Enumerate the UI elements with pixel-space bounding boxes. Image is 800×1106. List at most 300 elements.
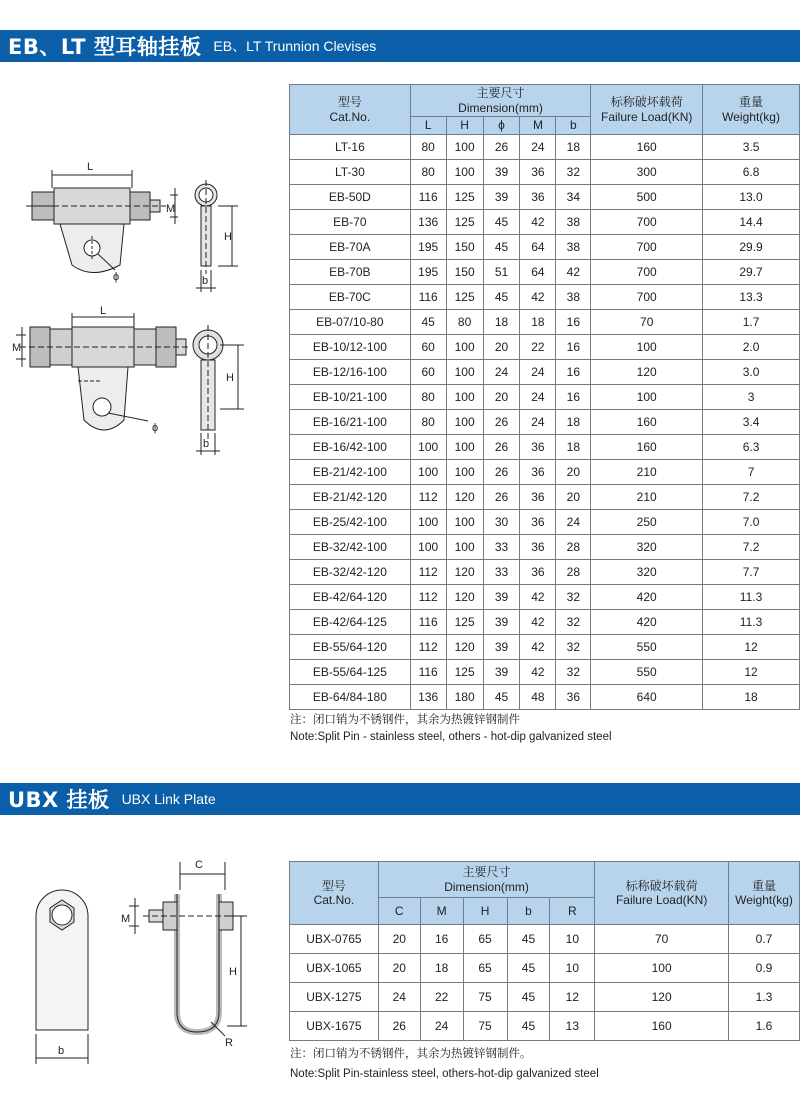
cat-no-cell: UBX-1065: [290, 954, 379, 983]
table-cell: 550: [591, 635, 703, 660]
header-cat-en: Cat.No.: [329, 109, 371, 124]
table-cell: 36: [520, 185, 556, 210]
dim-label-b2: b: [203, 438, 210, 450]
table-cell: 45: [483, 685, 520, 710]
table-row: [290, 635, 800, 660]
table-cell: 32: [556, 160, 591, 185]
cat-no-cell: EB-42/64-125: [290, 610, 411, 635]
table-cell: 39: [483, 610, 520, 635]
table-row: [290, 235, 800, 260]
table-row: [290, 954, 800, 983]
table-cell: 80: [446, 310, 483, 335]
table-cell: 700: [591, 210, 703, 235]
table-cell: 80: [410, 410, 446, 435]
table-cell: 116: [410, 285, 446, 310]
table-cell: 150: [446, 235, 483, 260]
cat-no-cell: EB-32/42-120: [290, 560, 411, 585]
table-cell: 42: [520, 610, 556, 635]
table-cell: 36: [520, 485, 556, 510]
header2-load-cn: 标称破坏载荷: [625, 878, 698, 893]
table-cell: 11.3: [703, 610, 800, 635]
table-cell: 24: [520, 410, 556, 435]
cat-no-cell: UBX-1275: [290, 983, 379, 1012]
table-cell: 20: [556, 460, 591, 485]
table-cell: 100: [446, 435, 483, 460]
header-cat: [290, 85, 411, 135]
link-plate-side-drawing: [115, 850, 250, 1065]
table-cell: 1.3: [728, 983, 799, 1012]
table-cell: 7.7: [703, 560, 800, 585]
dim-label-b3: b: [58, 1045, 65, 1057]
dim-label-C: C: [195, 859, 203, 871]
table-cell: 65: [463, 925, 507, 954]
header2-weight-en: Weight(kg): [735, 893, 793, 907]
table-cell: 45: [507, 954, 550, 983]
table-cell: 210: [591, 460, 703, 485]
header2-weight: [728, 862, 799, 925]
table-cell: 10: [550, 954, 595, 983]
header-dim-phi: ϕ: [483, 117, 520, 135]
table-cell: 16: [556, 360, 591, 385]
table-cell: 120: [446, 585, 483, 610]
table-cell: 26: [483, 460, 520, 485]
section1-banner: [0, 30, 800, 62]
table-cell: 100: [591, 385, 703, 410]
dim-label-M3: M: [121, 913, 131, 925]
table-cell: 125: [446, 210, 483, 235]
table-cell: 36: [520, 535, 556, 560]
table-cell: 32: [556, 610, 591, 635]
table-cell: 33: [483, 535, 520, 560]
table-cell: 180: [446, 685, 483, 710]
table-cell: 13: [550, 1012, 595, 1041]
table-cell: 160: [591, 435, 703, 460]
header-dim-b: b: [556, 117, 591, 135]
table-cell: 125: [446, 285, 483, 310]
table-cell: 120: [446, 560, 483, 585]
table-cell: 45: [507, 925, 550, 954]
table-cell: 16: [420, 925, 463, 954]
header2-weight-cn: 重量: [751, 878, 776, 893]
table-cell: 75: [463, 1012, 507, 1041]
table-cell: 500: [591, 185, 703, 210]
table-cell: 116: [410, 185, 446, 210]
table-cell: 64: [520, 235, 556, 260]
table-cell: 18: [703, 685, 800, 710]
table-cell: 45: [507, 1012, 550, 1041]
table-cell: 42: [520, 635, 556, 660]
table-cell: 100: [410, 510, 446, 535]
table-cell: 24: [483, 360, 520, 385]
table-row: [290, 510, 800, 535]
table-row: [290, 210, 800, 235]
table-cell: 700: [591, 260, 703, 285]
table-cell: 22: [520, 335, 556, 360]
header2-dim-R: R: [550, 898, 595, 925]
dim-label-M: M: [166, 203, 176, 215]
ubx-table-body: [290, 925, 800, 1041]
table-cell: 18: [556, 410, 591, 435]
table-cell: 45: [410, 310, 446, 335]
cat-no-cell: EB-10/12-100: [290, 335, 411, 360]
table-row: [290, 460, 800, 485]
table-row: [290, 535, 800, 560]
header-load-en: Failure Load(KN): [601, 109, 693, 124]
section1-note-en: Note:Split Pin - stainless steel, others - hot-dip galvanized steel: [290, 731, 612, 743]
table-cell: 12: [703, 660, 800, 685]
table-row: [290, 185, 800, 210]
table-cell: 700: [591, 235, 703, 260]
banner-arrow-2: [782, 783, 800, 815]
header2-dim-cn: 主要尺寸: [462, 865, 511, 880]
header2-dim-M: M: [420, 898, 463, 925]
table-cell: 30: [483, 510, 520, 535]
table-cell: 80: [410, 135, 446, 160]
section2-note-en: Note:Split Pin-stainless steel, others-hot-dip galvanized steel: [290, 1068, 599, 1080]
table-row: [290, 983, 800, 1012]
header2-dim-en: Dimension(mm): [444, 879, 529, 894]
table-cell: 32: [556, 660, 591, 685]
cat-no-cell: EB-16/21-100: [290, 410, 411, 435]
table-cell: 112: [410, 485, 446, 510]
table-cell: 7: [703, 460, 800, 485]
cat-no-cell: EB-55/64-125: [290, 660, 411, 685]
table-cell: 6.8: [703, 160, 800, 185]
section2-title-cn: UBX 挂板: [8, 788, 110, 812]
table-row: [290, 310, 800, 335]
section2-title-en: UBX Link Plate: [121, 791, 216, 807]
table-cell: 1.7: [703, 310, 800, 335]
table-cell: 100: [446, 535, 483, 560]
cat-no-cell: EB-25/42-100: [290, 510, 411, 535]
eb-lt-table-body: [290, 135, 800, 710]
table-cell: 3.4: [703, 410, 800, 435]
table-cell: 320: [591, 560, 703, 585]
table-row: [290, 435, 800, 460]
cat-no-cell: EB-21/42-120: [290, 485, 411, 510]
table-cell: 6.3: [703, 435, 800, 460]
table-row: [290, 560, 800, 585]
table-cell: 18: [483, 310, 520, 335]
table-cell: 7.2: [703, 485, 800, 510]
table-cell: 100: [446, 360, 483, 385]
table-cell: 24: [378, 983, 420, 1012]
section1-note: [290, 712, 612, 746]
table-cell: 22: [420, 983, 463, 1012]
cat-no-cell: EB-16/42-100: [290, 435, 411, 460]
table-row: [290, 1012, 800, 1041]
table-row: [290, 660, 800, 685]
clevis-drawing-large: [8, 305, 270, 465]
table-cell: 125: [446, 185, 483, 210]
dim-label-L: L: [87, 161, 94, 173]
table-cell: 18: [556, 435, 591, 460]
section1-note-cn: 注：闭口销为不锈钢件，其余为热镀锌钢制件: [290, 714, 520, 726]
table-cell: 10: [550, 925, 595, 954]
table-cell: 39: [483, 635, 520, 660]
dim-label-phi2: ϕ: [152, 422, 159, 434]
table-cell: 160: [595, 1012, 729, 1041]
table-cell: 100: [446, 410, 483, 435]
table-cell: 42: [520, 210, 556, 235]
table-cell: 60: [410, 360, 446, 385]
table-cell: 24: [556, 510, 591, 535]
cat-no-cell: EB-70C: [290, 285, 411, 310]
table-cell: 7.2: [703, 535, 800, 560]
table-cell: 29.9: [703, 235, 800, 260]
table-cell: 36: [520, 435, 556, 460]
table-cell: 1.6: [728, 1012, 799, 1041]
table-cell: 116: [410, 610, 446, 635]
table-cell: 100: [595, 954, 729, 983]
table-row: [290, 135, 800, 160]
cat-no-cell: EB-55/64-120: [290, 635, 411, 660]
table-cell: 550: [591, 660, 703, 685]
table-cell: 29.7: [703, 260, 800, 285]
table-cell: 24: [420, 1012, 463, 1041]
cat-no-cell: EB-32/42-100: [290, 535, 411, 560]
table-cell: 100: [446, 460, 483, 485]
table-cell: 125: [446, 610, 483, 635]
table-cell: 3.5: [703, 135, 800, 160]
table-cell: 136: [410, 685, 446, 710]
header-weight-en: Weight(kg): [722, 109, 780, 124]
table-cell: 640: [591, 685, 703, 710]
cat-no-cell: LT-16: [290, 135, 411, 160]
table-cell: 80: [410, 160, 446, 185]
cat-no-cell: EB-70B: [290, 260, 411, 285]
table-cell: 42: [520, 660, 556, 685]
table-cell: 39: [483, 185, 520, 210]
table-cell: 28: [556, 560, 591, 585]
table-cell: 18: [520, 310, 556, 335]
table-cell: 100: [446, 135, 483, 160]
table-cell: 36: [520, 460, 556, 485]
table-cell: 100: [591, 335, 703, 360]
table-cell: 65: [463, 954, 507, 983]
table-cell: 48: [520, 685, 556, 710]
table-row: [290, 410, 800, 435]
header-dim-en: Dimension(mm): [458, 100, 543, 115]
section2-banner: [0, 783, 800, 815]
header-weight-cn: 重量: [739, 95, 764, 110]
table-cell: 0.9: [728, 954, 799, 983]
eb-lt-spec-table: [289, 84, 800, 710]
table-cell: 34: [556, 185, 591, 210]
dim-label-b: b: [202, 275, 209, 287]
section2-note: [290, 1044, 599, 1084]
table-cell: 42: [520, 585, 556, 610]
ubx-spec-table: [289, 861, 800, 1041]
table-cell: 112: [410, 635, 446, 660]
table-row: [290, 925, 800, 954]
table-cell: 26: [483, 410, 520, 435]
clevis-drawing-small: [20, 150, 270, 300]
table-cell: 700: [591, 285, 703, 310]
table-cell: 36: [556, 685, 591, 710]
table-cell: 64: [520, 260, 556, 285]
table-cell: 12: [550, 983, 595, 1012]
cat-no-cell: EB-42/64-120: [290, 585, 411, 610]
table-cell: 38: [556, 285, 591, 310]
header-dim-M: M: [520, 117, 556, 135]
table-cell: 136: [410, 210, 446, 235]
table-cell: 100: [410, 535, 446, 560]
table-cell: 80: [410, 385, 446, 410]
table-cell: 45: [507, 983, 550, 1012]
table-cell: 24: [520, 385, 556, 410]
cat-no-cell: EB-50D: [290, 185, 411, 210]
table-cell: 20: [483, 385, 520, 410]
table-cell: 70: [591, 310, 703, 335]
table-cell: 20: [556, 485, 591, 510]
table-cell: 16: [556, 335, 591, 360]
cat-no-cell: EB-12/16-100: [290, 360, 411, 385]
table-cell: 11.3: [703, 585, 800, 610]
table-cell: 26: [378, 1012, 420, 1041]
cat-no-cell: EB-07/10-80: [290, 310, 411, 335]
table-cell: 36: [520, 160, 556, 185]
table-cell: 300: [591, 160, 703, 185]
table-cell: 320: [591, 535, 703, 560]
header-dim-cn: 主要尺寸: [476, 86, 525, 101]
table-cell: 26: [483, 485, 520, 510]
header2-dim-C: C: [378, 898, 420, 925]
table-cell: 45: [483, 285, 520, 310]
dim-label-M2: M: [12, 342, 22, 354]
header-dim-H: H: [446, 117, 483, 135]
table-cell: 18: [556, 135, 591, 160]
dim-label-H: H: [224, 231, 232, 243]
dim-label-L2: L: [100, 305, 107, 317]
table-cell: 70: [595, 925, 729, 954]
section2-note-cn: 注：闭口销为不锈钢件，其余为热镀锌钢制件。: [290, 1048, 532, 1060]
header2-dim-b: b: [507, 898, 550, 925]
table-cell: 112: [410, 560, 446, 585]
table-row: [290, 585, 800, 610]
table-cell: 20: [378, 925, 420, 954]
table-cell: 120: [591, 360, 703, 385]
header-dim-L: L: [410, 117, 446, 135]
table-cell: 38: [556, 210, 591, 235]
table-cell: 24: [520, 360, 556, 385]
table-cell: 26: [483, 135, 520, 160]
table-cell: 116: [410, 660, 446, 685]
table-cell: 45: [483, 210, 520, 235]
table-cell: 14.4: [703, 210, 800, 235]
table-cell: 26: [483, 435, 520, 460]
table-cell: 16: [556, 385, 591, 410]
table-cell: 75: [463, 983, 507, 1012]
table-cell: 7.0: [703, 510, 800, 535]
table-cell: 39: [483, 585, 520, 610]
dim-label-H3: H: [229, 966, 237, 978]
table-row: [290, 335, 800, 360]
header-dimension: [410, 85, 591, 117]
table-cell: 42: [556, 260, 591, 285]
table-row: [290, 160, 800, 185]
table-row: [290, 385, 800, 410]
cat-no-cell: EB-64/84-180: [290, 685, 411, 710]
table-cell: 16: [556, 310, 591, 335]
table-cell: 100: [410, 435, 446, 460]
table-cell: 210: [591, 485, 703, 510]
table-cell: 13.0: [703, 185, 800, 210]
table-row: [290, 360, 800, 385]
table-cell: 24: [520, 135, 556, 160]
table-cell: 36: [520, 560, 556, 585]
table-cell: 32: [556, 585, 591, 610]
table-cell: 250: [591, 510, 703, 535]
table-cell: 33: [483, 560, 520, 585]
table-row: [290, 485, 800, 510]
table-cell: 100: [446, 385, 483, 410]
cat-no-cell: UBX-1675: [290, 1012, 379, 1041]
table-cell: 60: [410, 335, 446, 360]
table-cell: 100: [446, 335, 483, 360]
table-cell: 100: [410, 460, 446, 485]
table-cell: 32: [556, 635, 591, 660]
table-cell: 160: [591, 410, 703, 435]
dim-label-H2: H: [226, 372, 234, 384]
dim-label-phi: ϕ: [113, 271, 120, 283]
table-cell: 38: [556, 235, 591, 260]
header2-load-en: Failure Load(KN): [615, 893, 708, 907]
header2-cat-en: Cat.No.: [313, 893, 355, 907]
table-cell: 120: [446, 635, 483, 660]
section1-title-cn: EB、LT 型耳轴挂板: [8, 35, 202, 59]
table-cell: 20: [483, 335, 520, 360]
table-cell: 3: [703, 385, 800, 410]
header2-cat: [290, 862, 379, 925]
table-cell: 42: [520, 285, 556, 310]
table-cell: 20: [378, 954, 420, 983]
header2-dim-H: H: [463, 898, 507, 925]
cat-no-cell: LT-30: [290, 160, 411, 185]
header-load-cn: 标称破坏载荷: [610, 95, 683, 110]
table-cell: 195: [410, 260, 446, 285]
table-cell: 12: [703, 635, 800, 660]
table-cell: 45: [483, 235, 520, 260]
table-row: [290, 260, 800, 285]
cat-no-cell: EB-10/21-100: [290, 385, 411, 410]
banner-arrow: [782, 30, 800, 62]
table-cell: 13.3: [703, 285, 800, 310]
section1-title-en: EB、LT Trunnion Clevises: [213, 38, 377, 54]
header2-dimension: [378, 862, 594, 898]
table-cell: 3.0: [703, 360, 800, 385]
header2-load: [595, 862, 729, 925]
table-cell: 39: [483, 160, 520, 185]
dim-label-R: R: [225, 1037, 233, 1049]
table-cell: 120: [595, 983, 729, 1012]
table-cell: 0.7: [728, 925, 799, 954]
cat-no-cell: EB-21/42-100: [290, 460, 411, 485]
table-cell: 112: [410, 585, 446, 610]
table-cell: 36: [520, 510, 556, 535]
table-cell: 125: [446, 660, 483, 685]
header-load: [591, 85, 703, 135]
header-weight: [703, 85, 800, 135]
table-row: [290, 285, 800, 310]
cat-no-cell: EB-70A: [290, 235, 411, 260]
table-cell: 39: [483, 660, 520, 685]
header2-cat-cn: 型号: [321, 878, 346, 893]
table-cell: 18: [420, 954, 463, 983]
table-row: [290, 610, 800, 635]
table-row: [290, 685, 800, 710]
table-cell: 160: [591, 135, 703, 160]
